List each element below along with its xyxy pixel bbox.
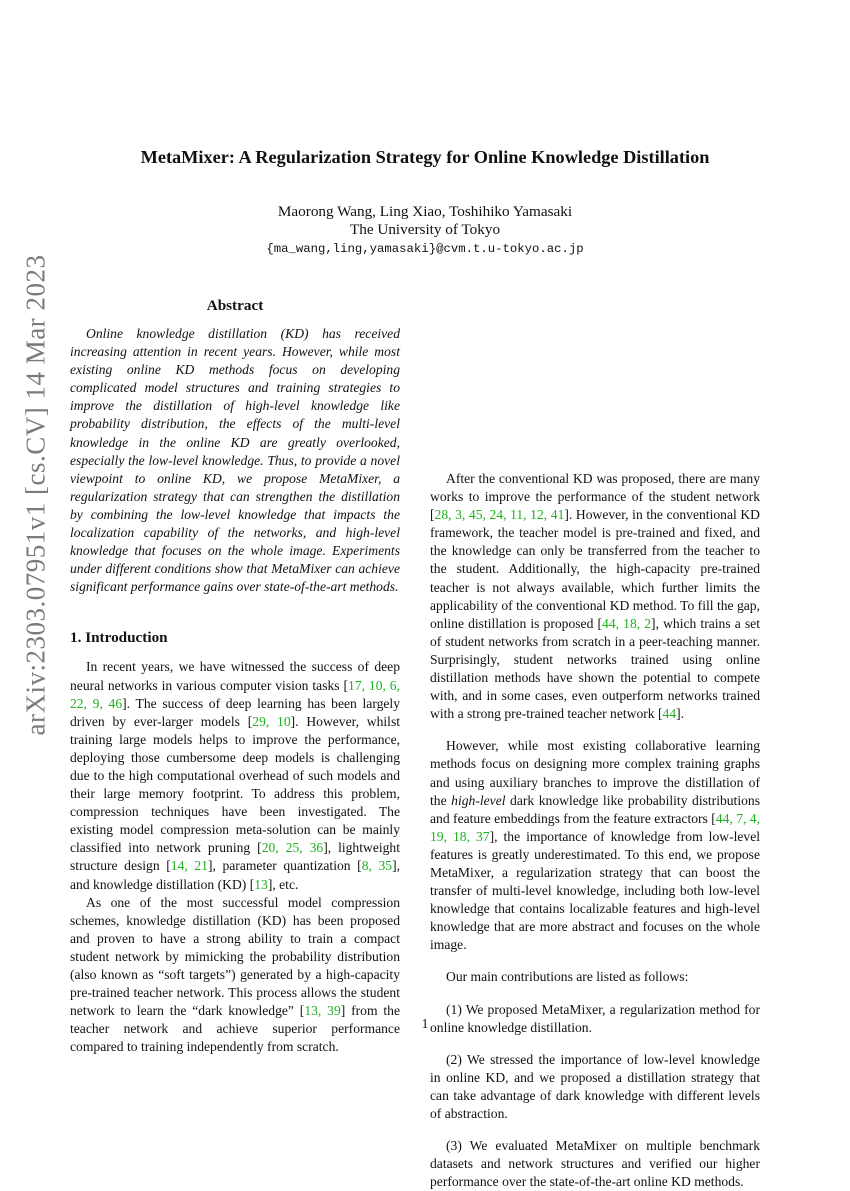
right-column	[430, 470, 760, 1191]
arxiv-sidebar	[16, 254, 56, 736]
citation-link[interactable]: 8, 35	[361, 858, 393, 874]
citation-link[interactable]: 17, 10, 6, 22, 9, 46	[70, 677, 401, 711]
citation-link[interactable]: 13	[254, 876, 268, 892]
citation-link[interactable]: 20, 25, 36	[261, 840, 324, 856]
paper-title: MetaMixer: A Regularization Strategy for Online Knowledge Distillation	[140, 147, 710, 167]
citation-link[interactable]: 28, 3, 45, 24, 11, 12, 41	[434, 507, 565, 523]
citation-link[interactable]: 14, 21	[170, 858, 208, 874]
intro-paragraph-1: In recent years, we have witnessed the success of deep neural networks in various computer vision tasks [17, 10, 6, 22, 9, 46]. The success of deep learning has been largely driven by ever-larger models [29, 10]. However, whilst training large models helps to improve the performance, deploying those cumbersome deep models is challenging due to the high computational overhead of such models and their large memory footprint. To address this problem, compression techniques have been investigated. The existing model compression meta-solution can be mainly classified into network pruning [20, 25, 36], lightweight structure design [14, 21], parameter quantization [8, 35], and knowledge distillation (KD) [13], etc.	[70, 659, 401, 892]
page-number: 1	[421, 1016, 429, 1031]
citation-link[interactable]: 29, 10	[252, 713, 291, 729]
left-column	[70, 297, 400, 1056]
contribution-3: (3) We evaluated MetaMixer on multiple benchmark datasets and network structures and verified our higher performance over the state-of-the-art online KD methods.	[430, 1138, 760, 1190]
author-list: Maorong Wang, Ling Xiao, Toshihiko Yamasaki	[277, 203, 573, 220]
abstract-text: Online knowledge distillation (KD) has received increasing attention in recent years. However, while most existing online KD methods focus on developing complicated model structures and training strategies to improve the distillation of high-level knowledge like probability distribution, the effects of the multi-level knowledge in the online KD are greatly overlooked, especially the low-level knowledge. Thus, to provide a novel viewpoint to online KD, we propose MetaMixer, a regularization strategy that can strengthen the distillation by combining the low-level knowledge that impacts the localization capability of the networks, and high-level knowledge that focuses on the whole image. Experiments under different conditions show that MetaMixer can achieve significant performance gains over state-of-the-art methods.	[70, 326, 400, 595]
citation-link[interactable]: 44, 7, 4, 19, 18, 37	[430, 810, 760, 844]
citation-link[interactable]: 13, 39	[304, 1003, 341, 1019]
intro-paragraph-3: After the conventional KD was proposed, there are many works to improve the performance of the student network [28, 3, 45, 24, 11, 12, 41]. However, in the conventional KD framework, the teacher model is pre-trained and fixed, and the knowledge can only be transferred from the teacher to the student. Additionally, the high-capacity pre-trained teacher is not always available, which further limits the applicability of the conventional KD method. To fill the gap, online distillation is proposed [44, 18, 2], which trains a set of student networks from scratch in a peer-teaching manner. Surprisingly, student networks trained using online distillation methods have shown the potential to compete with, and in some cases, even outperform networks trained with a strong pre-trained teacher network [44].	[430, 471, 760, 722]
author-emails: {ma_wang,ling,yamasaki}@cvm.t.u-tokyo.ac.jp	[266, 242, 584, 256]
abstract-heading: Abstract	[206, 297, 264, 314]
contributions-intro: Our main contributions are listed as follows:	[446, 969, 689, 985]
intro-paragraph-4: However, while most existing collaborative learning methods focus on designing more complex training graphs and using auxiliary branches to improve the distillation of the high-level dark knowledge like probability distributions and feature embeddings from the feature extractors [44, 7, 4, 19, 18, 37], the importance of knowledge from low-level features is greatly underestimated. To this end, we propose MetaMixer, a regularization strategy that can boost the transfer of multi-level knowledge, including both low-level knowledge that contains localizable features and high-level knowledge that are more abstract and focuses on the whole image.	[430, 738, 761, 953]
arxiv-identifier: arXiv:2303.07951v1 [cs.CV] 14 Mar 2023	[20, 254, 51, 736]
contribution-2: (2) We stressed the importance of low-level knowledge in online KD, and we proposed a distillation strategy that can take advantage of dark knowledge with different levels of abstraction.	[430, 1051, 760, 1121]
citation-link[interactable]: 44	[662, 706, 677, 722]
citation-link[interactable]: 44, 18, 2	[602, 615, 652, 631]
intro-paragraph-2: As one of the most successful model compression schemes, knowledge distillation (KD) has been proposed and proven to have a strong ability to train a compact student network by mimicking the probability distribution (also known as “soft targets”) generated by a high-capacity pre-trained teacher network. This process allows the student network to learn the “dark knowledge” [13, 39] from the teacher network and achieve superior performance compared to training independently from scratch.	[70, 894, 401, 1055]
affiliation: The University of Tokyo	[349, 221, 501, 238]
section-heading-introduction: 1. Introduction	[70, 629, 168, 647]
contribution-1: (1) We proposed MetaMixer, a regularization method for online knowledge distillation.	[430, 1001, 760, 1035]
